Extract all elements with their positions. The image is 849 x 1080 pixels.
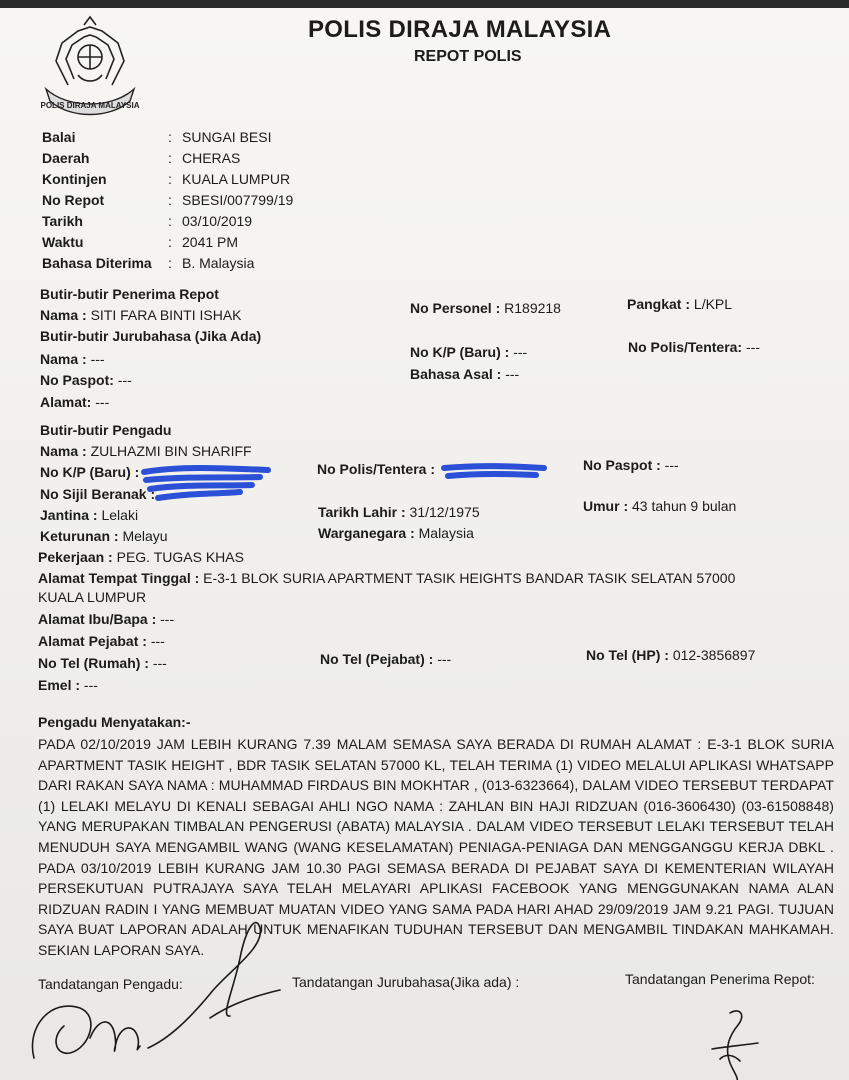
report-number-label: No Repot [42, 192, 105, 208]
time-label: Waktu [42, 234, 84, 250]
statement-body: PADA 02/10/2019 JAM LEBIH KURANG 7.39 MALAM SEMASA SAYA BERADA DI RUMAH ALAMAT : E-3-1 BLOK SURIA APARTMENT TASIK HEIGHT , BDR TASIK SELATAN 57000 KL, TELAH TERIMA (1) VIDEO MELALUI APLIKASI WHATSAPP DARI RAKAN SAYA NAMA : MUHAMMAD FIRDAUS BIN MOKHTAR , (013-6323664), DALAM VIDEO TERSEBUT TERDAPAT (1) LELAKI MELAYU DI KENALI SEBAGAI AHLI NGO NAMA : ZAHLAN BIN HAJI RIDZUAN (016-3606430) (03-61508848) YANG MERUPAKAN TIMBALAN PENGERUSI (ABATA) MALAYSIA . DALAM VIDEO TERSEBUT LELAKI TERSEBUT TELAH MENUDUH SAYA MENGAMBIL WANG (WANG KESELAMATAN) PENIAGA-PENIAGA DAN MENGGANGGU KERJA DBKL . PADA 03/10/2019 LEBIH KURANG JAM 10.30 PAGI SEMASA BERADA DI PEJABAT SAYA DI KEMENTERIAN WILAYAH PERSEKUTUAN PUTRAJAYA SAYA TELAH MELAYARI APLIKASI FACEBOOK YANG MENGGUNAKAN NAMA ALAN RIDZUAN RADIN I YANG MEMBUAT MUATAN VIDEO YANG SAMA PADA HARI AHAD 29/09/2019 JAM 9.21 PAGI. TUJUAN SAYA BUAT LAPORAN ADALAH UNTUK MENAFIKAN TUDUHAN TERSEBUT DAN MENGAMBIL TINDAKAN MAHKAMAH. SEKIAN LAPORAN SAYA. [38, 736, 834, 958]
interpreter-passport-row [40, 372, 132, 388]
colon: : [168, 150, 172, 166]
interpreter-lang-value: --- [505, 366, 520, 382]
race-label: Keturunan : [40, 528, 119, 544]
interpreter-address-row [40, 394, 109, 410]
tel-office-value: --- [437, 651, 452, 667]
interpreter-police-value: --- [745, 339, 760, 355]
dob-value: 31/12/1975 [409, 504, 480, 520]
job-value: PEG. TUGAS KHAS [116, 549, 244, 565]
job-label: Pekerjaan : [38, 549, 113, 565]
complainant-name-label: Nama : [40, 443, 87, 459]
interpreter-passport-label: No Paspot: [40, 372, 114, 388]
report-number-value: SBESI/007799/19 [182, 192, 294, 208]
interpreter-heading: Butir-butir Jurubahasa (Jika Ada) [40, 328, 262, 344]
office-address-row [38, 633, 165, 649]
interpreter-police-row [628, 339, 760, 355]
redaction-scribble-ic [140, 458, 275, 504]
home-address-label: Alamat Tempat Tinggal : [38, 570, 200, 586]
receiver-signature-label: Tandatangan Penerima Repot: [625, 971, 815, 987]
tel-home-value: --- [152, 655, 167, 671]
rank-value: L/KPL [693, 296, 733, 312]
age-row [583, 498, 736, 514]
age-value: 43 tahun 9 bulan [632, 498, 737, 514]
race-value: Melayu [122, 528, 168, 544]
receiver-signature [700, 1003, 770, 1080]
gender-row [40, 507, 138, 523]
interpreter-lang-row [410, 366, 519, 382]
document-subtitle: REPOT POLIS [414, 48, 522, 65]
tel-home-label: No Tel (Rumah) : [38, 655, 149, 671]
email-label: Emel : [38, 677, 81, 693]
interpreter-ic-row [410, 344, 527, 360]
colon: : [168, 255, 172, 271]
parent-address-row [38, 611, 174, 627]
parent-address-value: --- [160, 611, 175, 627]
language-label: Bahasa Diterima [42, 255, 152, 271]
complainant-passport-label: No Paspot : [583, 457, 661, 473]
tel-office-label: No Tel (Pejabat) : [320, 651, 434, 667]
complainant-name-row [40, 443, 252, 459]
home-address-line1: E-3-1 BLOK SURIA APARTMENT TASIK HEIGHTS BANDAR TASIK SELATAN 57000 [203, 570, 736, 586]
complainant-heading: Butir-butir Pengadu [40, 422, 172, 438]
complainant-signature-label: Tandatangan Pengadu: [38, 976, 183, 992]
tel-hp-value: 012-3856897 [672, 647, 756, 663]
gender-value: Lelaki [101, 507, 139, 523]
citizen-label: Warganegara : [318, 525, 415, 541]
redaction-scribble-police [440, 460, 550, 484]
interpreter-passport-value: --- [117, 372, 132, 388]
interpreter-address-value: --- [95, 394, 110, 410]
receiver-name-row [40, 307, 242, 323]
email-row [38, 677, 98, 693]
parent-address-label: Alamat Ibu/Bapa : [38, 611, 157, 627]
personnel-label: No Personel : [410, 300, 501, 316]
colon: : [168, 213, 172, 229]
colon: : [168, 171, 172, 187]
email-value: --- [83, 677, 98, 693]
date-value: 03/10/2019 [182, 213, 253, 229]
interpreter-lang-label: Bahasa Asal : [410, 366, 502, 382]
time-value: 2041 PM [182, 234, 239, 250]
daerah-label: Daerah [42, 150, 90, 166]
interpreter-ic-label: No K/P (Baru) : [410, 344, 510, 360]
receiver-personnel-row [410, 300, 561, 316]
complainant-police-label: No Polis/Tentera : [317, 461, 435, 477]
interpreter-name-row [40, 351, 105, 367]
interpreter-name-value: --- [90, 351, 105, 367]
job-row [38, 549, 244, 565]
complainant-signature [20, 898, 290, 1078]
rank-label: Pangkat : [627, 296, 691, 312]
home-address-line2: KUALA LUMPUR [38, 589, 147, 605]
receiver-name-label: Nama : [40, 307, 87, 323]
colon: : [168, 234, 172, 250]
date-label: Tarikh [42, 213, 83, 229]
tel-home-row [38, 655, 167, 671]
police-crest-logo [38, 13, 142, 117]
citizen-row [318, 525, 474, 541]
office-address-label: Alamat Pejabat : [38, 633, 147, 649]
gender-label: Jantina : [40, 507, 98, 523]
complainant-name-value: ZULHAZMI BIN SHARIFF [90, 443, 252, 459]
interpreter-name-label: Nama : [40, 351, 87, 367]
colon: : [168, 129, 172, 145]
interpreter-ic-value: --- [513, 344, 528, 360]
complainant-passport-row [583, 457, 679, 473]
citizen-value: Malaysia [418, 525, 474, 541]
language-value: B. Malaysia [182, 255, 255, 271]
statement-heading: Pengadu Menyatakan:- [38, 714, 191, 730]
receiver-rank-row [627, 296, 732, 312]
interpreter-signature-label: Tandatangan Jurubahasa(Jika ada) : [292, 974, 520, 990]
balai-label: Balai [42, 129, 76, 145]
home-address-row [38, 570, 735, 586]
interpreter-police-label: No Polis/Tentera: [628, 339, 743, 355]
receiver-heading: Butir-butir Penerima Repot [40, 286, 219, 302]
kontinjen-label: Kontinjen [42, 171, 107, 187]
personnel-value: R189218 [504, 300, 561, 316]
tel-hp-row [586, 647, 755, 663]
complainant-birthcert-label: No Sijil Beranak : [40, 486, 156, 502]
interpreter-address-label: Alamat: [40, 394, 92, 410]
complainant-passport-value: --- [664, 457, 679, 473]
colon: : [168, 192, 172, 208]
tel-office-row [320, 651, 451, 667]
receiver-name-value: SITI FARA BINTI ISHAK [90, 307, 242, 323]
daerah-value: CHERAS [182, 150, 241, 166]
dob-label: Tarikh Lahir : [318, 504, 406, 520]
kontinjen-value: KUALA LUMPUR [182, 171, 291, 187]
tel-hp-label: No Tel (HP) : [586, 647, 669, 663]
document-title: POLIS DIRAJA MALAYSIA [308, 16, 612, 43]
dob-row [318, 504, 480, 520]
age-label: Umur : [583, 498, 629, 514]
race-row [40, 528, 168, 544]
report-page [0, 8, 849, 1080]
complainant-ic-label: No K/P (Baru) : [40, 464, 140, 480]
balai-value: SUNGAI BESI [182, 129, 272, 145]
crest-banner-text: POLIS DIRAJA MALAYSIA [40, 101, 140, 110]
office-address-value: --- [150, 633, 165, 649]
